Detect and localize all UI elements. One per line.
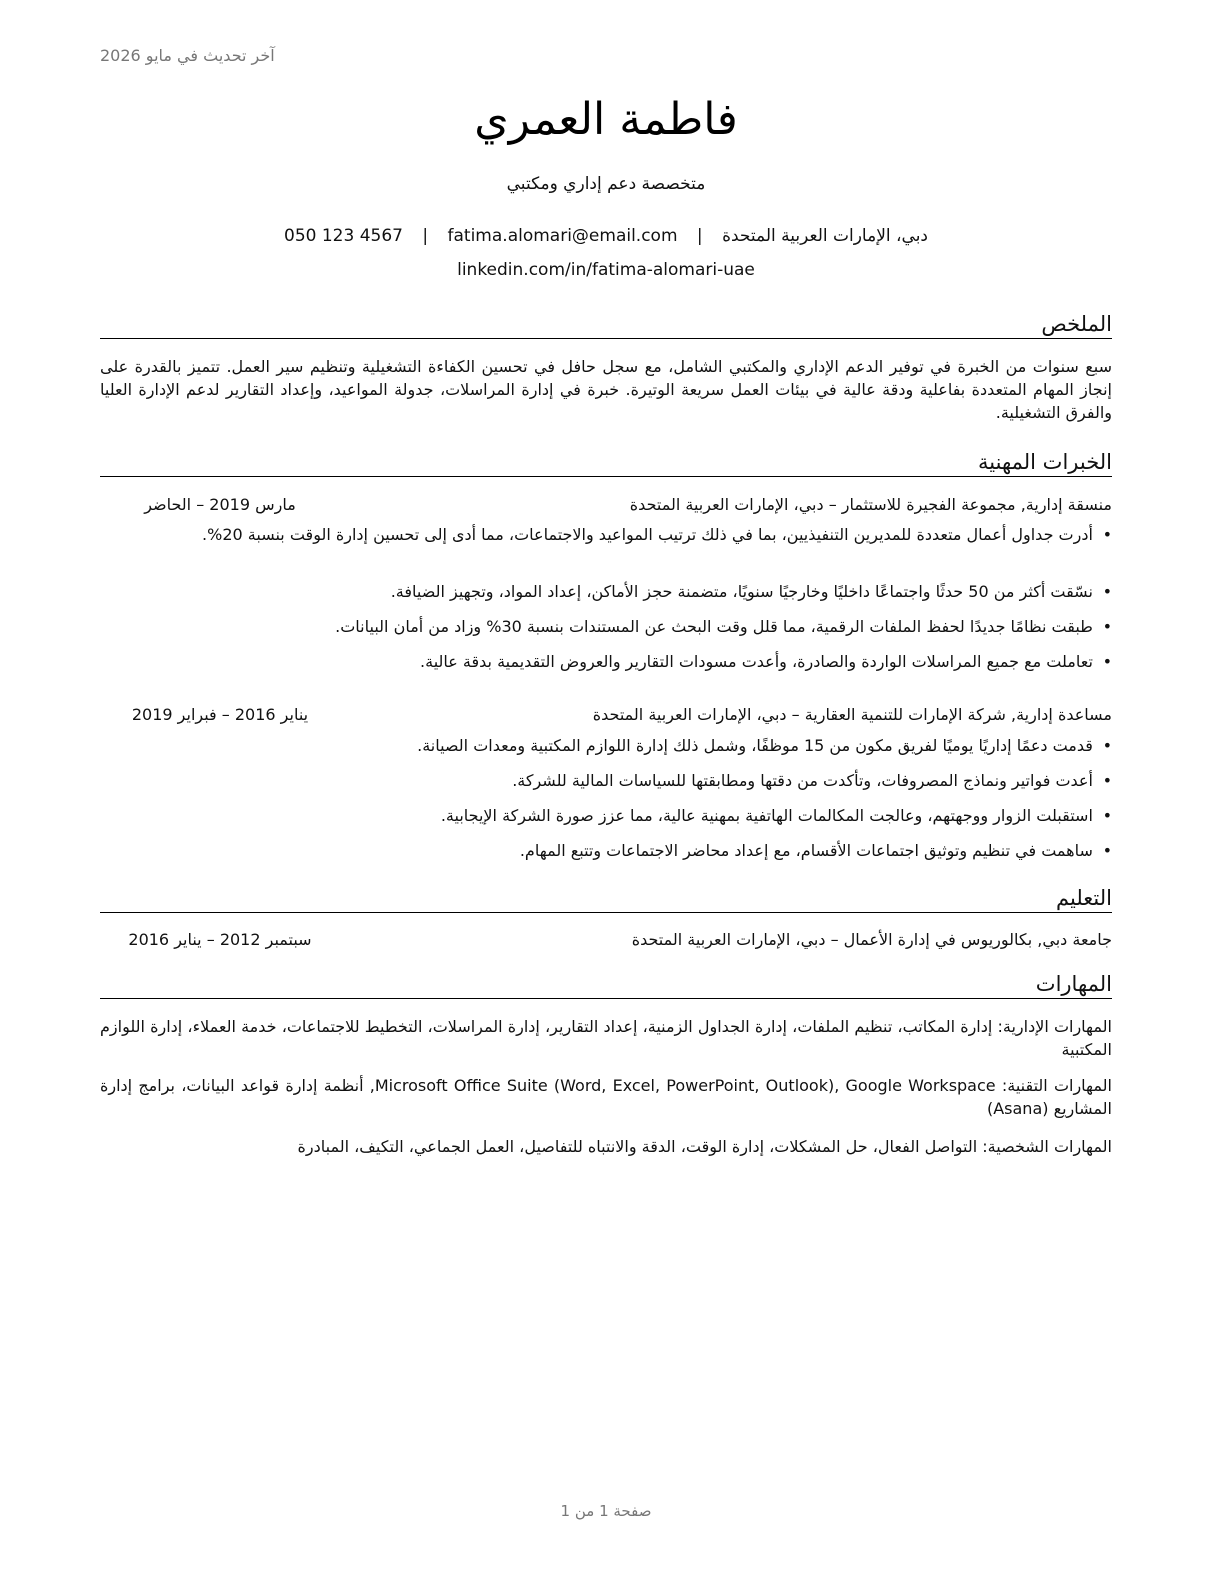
contact-separator: | — [422, 226, 429, 246]
contact-separator: | — [696, 226, 703, 246]
contact-line — [100, 224, 1112, 248]
bullet-marker: • — [1102, 841, 1112, 860]
location-text: دبي، الإمارات العربية المتحدة — [722, 226, 928, 246]
candidate-title: متخصصة دعم إداري ومكتبي — [506, 174, 706, 194]
bullet-text: نسّقت أكثر من 50 حدثًا واجتماعًا داخليًا وخارجيًا سنويًا، متضمنة حجز الأماكن، إعداد المواد، وتجهيز الضيافة. — [390, 582, 1093, 601]
skills-heading: المهارات — [100, 970, 1112, 999]
bullet-text: أدرت جداول أعمال متعددة للمديرين التنفيذيين، بما في ذلك ترتيب المواعيد والاجتماعات، مما أدى إلى تحسين إدارة الوقت بنسبة 20%. — [202, 525, 1093, 544]
bullet-marker: • — [1102, 652, 1112, 671]
skills-administrative: المهارات الإدارية: إدارة المكاتب، تنظيم الملفات، إدارة الجداول الزمنية، إعداد التقارير، إدارة المراسلات، التخطيط للاجتماعات، خدمة العملاء، إدارة اللوازم المكتبية — [100, 1017, 1112, 1059]
bullet-marker: • — [1102, 617, 1112, 636]
job-bullet — [100, 839, 1112, 862]
bullet-marker: • — [1102, 736, 1112, 755]
bullet-marker: • — [1102, 582, 1112, 601]
phone-text: 050 123 4567 — [284, 226, 403, 246]
bullet-text: طبقت نظامًا جديدًا لحفظ الملفات الرقمية، مما قلل وقت البحث عن المستندات بنسبة 30% وزاد من أمان البيانات. — [335, 617, 1093, 636]
education-heading: التعليم — [100, 884, 1112, 913]
bullet-marker: • — [1102, 771, 1112, 790]
bullet-text: تعاملت مع جميع المراسلات الواردة والصادرة، وأعدت مسودات التقارير والعروض التقديمية بدقة عالية. — [420, 652, 1093, 671]
bullet-text: ساهمت في تنظيم وتوثيق اجتماعات الأقسام، مع إعداد محاضر الاجتماعات وتتبع المهام. — [519, 841, 1093, 860]
job-role: منسقة إدارية, مجموعة الفجيرة للاستثمار – دبي، الإمارات العربية المتحدة — [629, 495, 1112, 514]
bullet-text: أعدت فواتير ونماذج المصروفات، وتأكدت من دقتها ومطابقتها للسياسات المالية للشركة. — [512, 771, 1093, 790]
resume-page — [100, 0, 1112, 1584]
job-bullet — [100, 804, 1112, 827]
job-dates: مارس 2019 – الحاضر — [144, 495, 296, 514]
job-bullet — [100, 580, 1112, 603]
job-dates: يناير 2016 – فبراير 2019 — [131, 705, 309, 724]
linkedin-link[interactable]: linkedin.com/in/fatima-alomari-uae — [457, 260, 755, 280]
experience-heading: الخبرات المهنية — [100, 448, 1112, 477]
education-entry — [100, 928, 1112, 952]
candidate-name: فاطمة العمري — [474, 94, 738, 145]
job-bullet — [100, 650, 1112, 673]
last-updated-note: آخر تحديث في مايو 2026 — [100, 46, 275, 65]
job-bullet — [100, 734, 1112, 757]
skills-personal: المهارات الشخصية: التواصل الفعال، حل المشكلات، إدارة الوقت، الدقة والانتباه للتفاصيل، العمل الجماعي، التكيف، المبادرة — [297, 1137, 1112, 1156]
job-header — [100, 493, 1112, 517]
bullet-marker: • — [1102, 806, 1112, 825]
education-dates: سبتمبر 2012 – يناير 2016 — [128, 930, 312, 949]
summary-heading: الملخص — [100, 310, 1112, 339]
page-number: صفحة 1 من 1 — [560, 1502, 652, 1520]
job-role: مساعدة إدارية, شركة الإمارات للتنمية العقارية – دبي، الإمارات العربية المتحدة — [592, 705, 1112, 724]
bullet-text: استقبلت الزوار ووجهتهم، وعالجت المكالمات الهاتفية بمهنية عالية، مما عزز صورة الشركة الإيجابية. — [440, 806, 1093, 825]
job-header — [100, 703, 1112, 727]
job-bullet — [100, 769, 1112, 792]
bullet-marker: • — [1102, 525, 1112, 544]
job-bullet — [100, 615, 1112, 638]
email-link[interactable]: fatima.alomari@email.com — [447, 226, 678, 246]
bullet-text: قدمت دعمًا إداريًا يوميًا لفريق مكون من 15 موظفًا، وشمل ذلك إدارة اللوازم المكتبية ومعدات الصيانة. — [417, 736, 1093, 755]
education-degree: جامعة دبي, بكالوريوس في إدارة الأعمال – دبي، الإمارات العربية المتحدة — [631, 930, 1112, 949]
skills-technical: المهارات التقنية: Microsoft Office Suite (Word, Excel, PowerPoint, Outlook), Google Workspace, أنظمة إدارة قواعد البيانات، برامج إدارة المشاريع (Asana) — [100, 1076, 1112, 1118]
job-bullet — [100, 523, 1112, 546]
summary-text: سبع سنوات من الخبرة في توفير الدعم الإداري والمكتبي الشامل، مع سجل حافل في تحسين الكفاءة التشغيلية وتنظيم سير العمل. تتميز بالقدرة على إنجاز المهام المتعددة بفاعلية ودقة عالية في بيئات العمل سريعة الوتيرة. خبرة في إدارة المراسلات، جدولة المواعيد، وإعداد التقارير لدعم الإدارة العليا والفرق التشغيلية. — [100, 357, 1112, 422]
